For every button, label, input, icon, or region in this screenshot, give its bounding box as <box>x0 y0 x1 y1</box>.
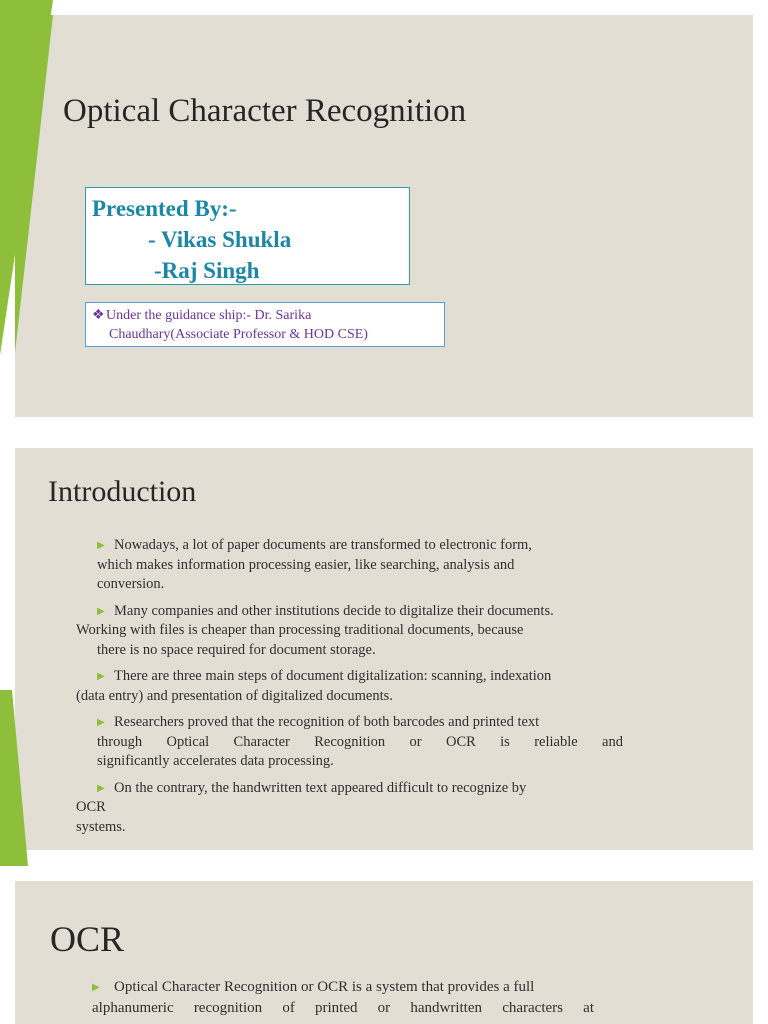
triangle-right-icon: ▶ <box>97 717 105 728</box>
slide-ocr <box>15 881 753 1024</box>
guidance-line: Chaudhary(Associate Professor & HOD CSE) <box>109 327 368 342</box>
slide-heading: Introduction <box>48 475 197 508</box>
bullet-item <box>76 667 623 706</box>
triangle-right-icon: ▶ <box>97 671 105 682</box>
bullet-text: alphanumeric recognition of printed or handwritten characters at <box>92 1000 594 1016</box>
triangle-right-icon: ▶ <box>97 540 105 551</box>
guidance-line: Under the guidance ship:- Dr. Sarika <box>106 308 312 323</box>
guidance-box <box>85 302 445 347</box>
bullet-text: Many companies and other institutions decide to digitalize their documents. <box>114 602 554 619</box>
bullet-list <box>76 536 623 844</box>
bullet-text: OCR <box>76 799 106 815</box>
bullet-text: there is no space required for document storage. <box>97 641 376 658</box>
bullet-text: Researchers proved that the recognition of both barcodes and printed text <box>114 714 540 730</box>
bullet-text: There are three main steps of document digitalization: scanning, indexation <box>114 668 552 684</box>
bullet-text: which makes information processing easier, like searching, analysis and <box>97 556 515 573</box>
bullet-text: significantly accelerates data processing. <box>97 753 334 769</box>
bullet-text: Nowadays, a lot of paper documents are transformed to electronic form, <box>114 537 532 553</box>
bullet-item <box>76 602 623 661</box>
triangle-right-icon: ▶ <box>97 782 105 794</box>
triangle-right-icon: ▶ <box>92 982 100 993</box>
bullet-list <box>92 977 594 1024</box>
bullet-item <box>97 713 623 772</box>
bullet-text: Working with files is cheaper than processing traditional documents, because <box>76 622 524 638</box>
bullet-text: Optical Character Recognition or OCR is a system that provides a full <box>114 979 535 995</box>
diamond-bullet-icon: ❖ <box>92 308 105 323</box>
slide-title <box>15 15 753 417</box>
presenter-heading: Presented By:- <box>92 196 237 221</box>
slide-title-heading: Optical Character Recognition <box>63 93 467 129</box>
presenter-box <box>85 187 410 285</box>
bullet-text: conversion. <box>97 576 165 592</box>
green-accent-shape <box>0 0 60 1024</box>
bullet-item <box>76 779 623 838</box>
bullet-text: through Optical Character Recognition or OCR is reliable and <box>97 733 623 750</box>
bullet-text: On the contrary, the handwritten text appeared difficult to recognize by <box>114 779 527 796</box>
bullet-text: systems. <box>76 818 126 835</box>
slide-introduction <box>15 448 753 850</box>
bullet-item <box>92 977 594 1018</box>
triangle-right-icon: ▶ <box>97 605 105 617</box>
bullet-text: (data entry) and presentation of digitalized documents. <box>76 687 393 704</box>
bullet-item <box>97 536 623 595</box>
presenter-name: -Raj Singh <box>154 258 260 283</box>
slide-heading: OCR <box>50 919 125 959</box>
presenter-name: - Vikas Shukla <box>148 227 292 252</box>
